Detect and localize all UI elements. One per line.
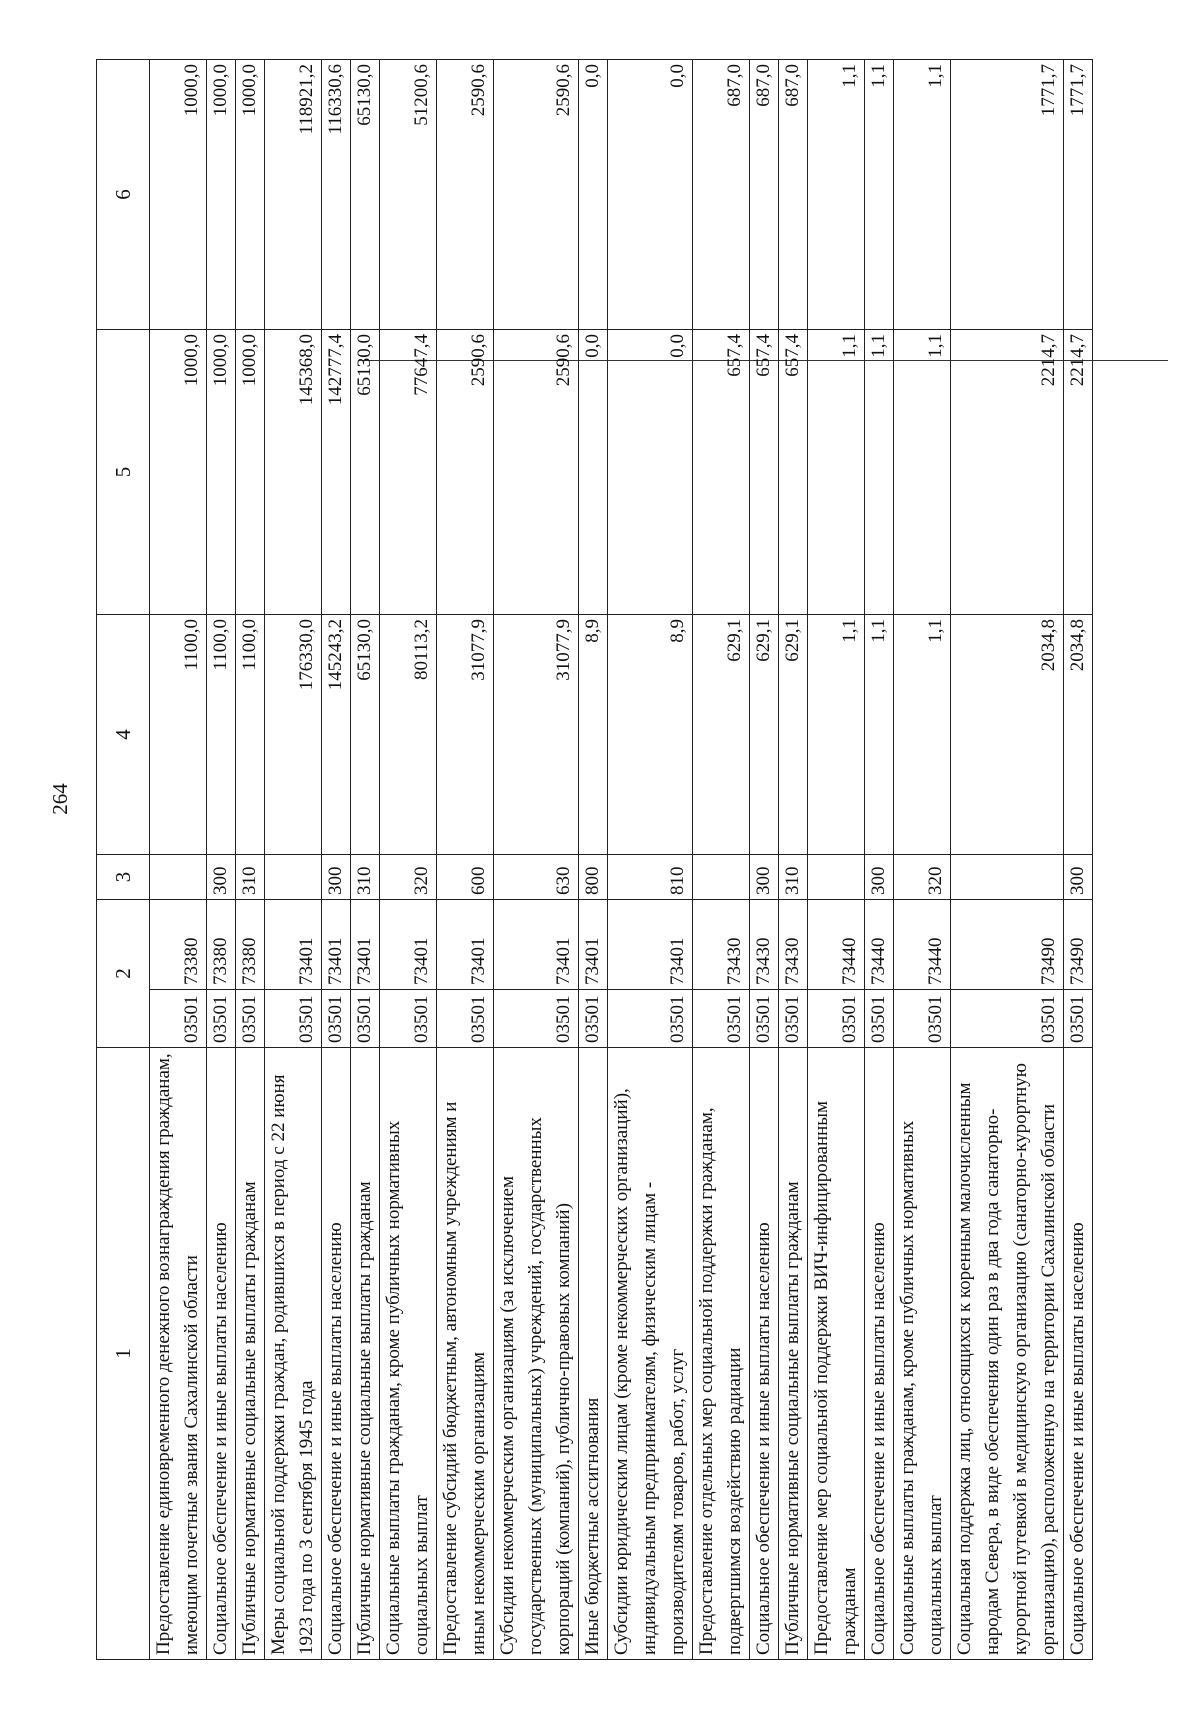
row-expense-type: 300 <box>750 855 779 900</box>
row-amount-col5: 0,0 <box>579 330 608 615</box>
row-amount-col5: 0,0 <box>608 330 693 615</box>
row-name: Публичные нормативные социальные выплаты гражданам <box>779 1048 808 1660</box>
row-expense-type <box>808 855 865 900</box>
row-amount-col4: 176330,0 <box>265 615 322 855</box>
row-amount-col5: 1000,0 <box>207 330 236 615</box>
row-amount-col4: 629,1 <box>779 615 808 855</box>
row-amount-col4: 31077,9 <box>494 615 579 855</box>
row-program-code: 03501 <box>236 990 265 1048</box>
table-row <box>236 60 265 1660</box>
header-col-1: 1 <box>97 1048 150 1660</box>
row-program-code: 03501 <box>322 990 351 1048</box>
row-name: Социальное обеспечение и иные выплаты населению <box>865 1048 894 1660</box>
row-program-code: 03501 <box>1064 990 1093 1048</box>
header-col-5: 5 <box>97 330 150 615</box>
row-amount-col6: 0,0 <box>608 60 693 330</box>
row-amount-col5: 657,4 <box>750 330 779 615</box>
row-program-code: 03501 <box>265 990 322 1048</box>
row-direction-code: 73401 <box>608 900 693 990</box>
row-expense-type: 320 <box>894 855 951 900</box>
table-row <box>608 60 693 1660</box>
row-program-code: 03501 <box>437 990 494 1048</box>
row-amount-col5: 1000,0 <box>236 330 265 615</box>
row-direction-code: 73440 <box>865 900 894 990</box>
row-program-code: 03501 <box>693 990 750 1048</box>
row-amount-col5: 145368,0 <box>265 330 322 615</box>
row-name: Предоставление мер социальной поддержки ВИЧ-инфицированным гражданам <box>808 1048 865 1660</box>
row-expense-type <box>265 855 322 900</box>
row-program-code: 03501 <box>380 990 437 1048</box>
row-amount-col4: 629,1 <box>693 615 750 855</box>
row-direction-code: 73401 <box>322 900 351 990</box>
table-row <box>808 60 865 1660</box>
row-amount-col4: 1100,0 <box>150 615 207 855</box>
row-name: Публичные нормативные социальные выплаты гражданам <box>236 1048 265 1660</box>
row-amount-col4: 8,9 <box>608 615 693 855</box>
row-direction-code: 73401 <box>351 900 380 990</box>
row-amount-col6: 1000,0 <box>150 60 207 330</box>
row-name: Социальные выплаты гражданам, кроме публичных нормативных социальных выплат <box>380 1048 437 1660</box>
row-amount-col5: 2590,6 <box>494 330 579 615</box>
row-expense-type: 810 <box>608 855 693 900</box>
row-name: Субсидии юридическим лицам (кроме некоммерческих организаций), индивидуальным предпринимателям, физическим лицам - производителям товаров, работ, услуг <box>608 1048 693 1660</box>
row-direction-code: 73430 <box>693 900 750 990</box>
table-row <box>207 60 236 1660</box>
row-name: Публичные нормативные социальные выплаты гражданам <box>351 1048 380 1660</box>
row-expense-type: 300 <box>322 855 351 900</box>
row-expense-type: 300 <box>207 855 236 900</box>
row-expense-type: 800 <box>579 855 608 900</box>
header-col-6: 6 <box>97 60 150 330</box>
row-direction-code: 73440 <box>808 900 865 990</box>
table-row <box>865 60 894 1660</box>
row-program-code: 03501 <box>579 990 608 1048</box>
row-amount-col4: 1100,0 <box>236 615 265 855</box>
row-amount-col6: 2590,6 <box>494 60 579 330</box>
row-direction-code: 73401 <box>265 900 322 990</box>
row-amount-col4: 2034,8 <box>1064 615 1093 855</box>
row-amount-col6: 1000,0 <box>236 60 265 330</box>
row-program-code: 03501 <box>779 990 808 1048</box>
row-program-code: 03501 <box>865 990 894 1048</box>
row-direction-code: 73440 <box>894 900 951 990</box>
row-direction-code: 73380 <box>150 900 207 990</box>
row-direction-code: 73490 <box>951 900 1064 990</box>
row-amount-col4: 145243,2 <box>322 615 351 855</box>
row-amount-col5: 1000,0 <box>150 330 207 615</box>
header-col-3: 3 <box>97 855 150 900</box>
row-program-code: 03501 <box>808 990 865 1048</box>
row-direction-code: 73380 <box>236 900 265 990</box>
row-name: Предоставление отдельных мер социальной поддержки гражданам, подвергшимся воздействию радиации <box>693 1048 750 1660</box>
row-amount-col6: 65130,0 <box>351 60 380 330</box>
row-direction-code: 73401 <box>579 900 608 990</box>
table-row <box>779 60 808 1660</box>
row-amount-col6: 0,0 <box>579 60 608 330</box>
row-amount-col5: 1,1 <box>808 330 865 615</box>
table-row <box>322 60 351 1660</box>
row-expense-type: 310 <box>351 855 380 900</box>
row-amount-col4: 65130,0 <box>351 615 380 855</box>
row-name: Социальное обеспечение и иные выплаты населению <box>750 1048 779 1660</box>
row-amount-col4: 629,1 <box>750 615 779 855</box>
row-amount-col5: 65130,0 <box>351 330 380 615</box>
row-amount-col6: 687,0 <box>693 60 750 330</box>
row-expense-type <box>951 855 1064 900</box>
row-amount-col5: 2214,7 <box>951 330 1064 615</box>
row-amount-col5: 2214,7 <box>1064 330 1093 615</box>
header-row <box>97 60 150 1660</box>
row-amount-col4: 1,1 <box>894 615 951 855</box>
row-amount-col4: 31077,9 <box>437 615 494 855</box>
row-amount-col4: 1100,0 <box>207 615 236 855</box>
table-row <box>380 60 437 1660</box>
row-expense-type: 300 <box>1064 855 1093 900</box>
row-name: Социальные выплаты гражданам, кроме публичных нормативных социальных выплат <box>894 1048 951 1660</box>
row-expense-type: 310 <box>779 855 808 900</box>
row-name: Предоставление единовременного денежного вознаграждения гражданам, имеющим почетные звания Сахалинской области <box>150 1048 207 1660</box>
table-row <box>437 60 494 1660</box>
row-expense-type <box>150 855 207 900</box>
table-row <box>693 60 750 1660</box>
row-direction-code: 73401 <box>380 900 437 990</box>
row-name: Субсидии некоммерческим организациям (за исключением государственных (муниципальных) учреждений, государственных корпораций (компаний), публично-правовых компаний) <box>494 1048 579 1660</box>
row-amount-col6: 1771,7 <box>1064 60 1093 330</box>
table-row <box>351 60 380 1660</box>
rotated-page-content <box>96 0 1200 1660</box>
row-name: Социальное обеспечение и иные выплаты населению <box>1064 1048 1093 1660</box>
row-direction-code: 73401 <box>437 900 494 990</box>
row-name: Социальная поддержка лиц, относящихся к коренным малочисленным народам Севера, в виде обеспечения один раз в два года санаторно-курортной путевкой в медицинскую организацию (санаторно-курортную организацию), расположенную на территории Сахалинской области <box>951 1048 1064 1660</box>
row-amount-col6: 1771,7 <box>951 60 1064 330</box>
row-amount-col6: 1000,0 <box>207 60 236 330</box>
row-amount-col6: 51200,6 <box>380 60 437 330</box>
table-row <box>579 60 608 1660</box>
row-expense-type: 600 <box>437 855 494 900</box>
row-amount-col4: 1,1 <box>865 615 894 855</box>
row-expense-type: 300 <box>865 855 894 900</box>
row-direction-code: 73430 <box>750 900 779 990</box>
row-amount-col4: 2034,8 <box>951 615 1064 855</box>
row-name: Иные бюджетные ассигнования <box>579 1048 608 1660</box>
table-row <box>150 60 207 1660</box>
page-number: 264 <box>48 783 72 815</box>
row-program-code: 03501 <box>207 990 236 1048</box>
row-direction-code: 73380 <box>207 900 236 990</box>
row-amount-col6: 1,1 <box>865 60 894 330</box>
row-name: Социальное обеспечение и иные выплаты населению <box>322 1048 351 1660</box>
header-col-4: 4 <box>97 615 150 855</box>
budget-table <box>96 59 1093 1660</box>
row-name: Предоставление субсидий бюджетным, автономным учреждениям и иным некоммерческим организациям <box>437 1048 494 1660</box>
table-row <box>265 60 322 1660</box>
row-direction-code: 73490 <box>1064 900 1093 990</box>
row-direction-code: 73430 <box>779 900 808 990</box>
table-row <box>951 60 1064 1660</box>
row-name: Социальное обеспечение и иные выплаты населению <box>207 1048 236 1660</box>
row-amount-col5: 142777,4 <box>322 330 351 615</box>
table-row <box>494 60 579 1660</box>
row-expense-type <box>693 855 750 900</box>
row-amount-col6: 2590,6 <box>437 60 494 330</box>
row-program-code: 03501 <box>750 990 779 1048</box>
table-row <box>894 60 951 1660</box>
table-row <box>1064 60 1093 1660</box>
row-amount-col4: 8,9 <box>579 615 608 855</box>
row-program-code: 03501 <box>351 990 380 1048</box>
row-expense-type: 310 <box>236 855 265 900</box>
row-direction-code: 73401 <box>494 900 579 990</box>
row-program-code: 03501 <box>494 990 579 1048</box>
row-amount-col6: 116330,6 <box>322 60 351 330</box>
row-program-code: 03501 <box>608 990 693 1048</box>
row-name: Меры социальной поддержки граждан, родившихся в период с 22 июня 1923 года по 3 сентября 1945 года <box>265 1048 322 1660</box>
row-amount-col5: 2590,6 <box>437 330 494 615</box>
row-amount-col5: 657,4 <box>779 330 808 615</box>
row-program-code: 03501 <box>951 990 1064 1048</box>
row-amount-col6: 1,1 <box>894 60 951 330</box>
row-amount-col5: 1,1 <box>865 330 894 615</box>
row-amount-col6: 687,0 <box>779 60 808 330</box>
row-expense-type: 320 <box>380 855 437 900</box>
row-amount-col5: 77647,4 <box>380 330 437 615</box>
row-amount-col5: 657,4 <box>693 330 750 615</box>
row-program-code: 03501 <box>150 990 207 1048</box>
row-amount-col6: 1,1 <box>808 60 865 330</box>
row-program-code: 03501 <box>894 990 951 1048</box>
table-row <box>750 60 779 1660</box>
row-amount-col6: 118921,2 <box>265 60 322 330</box>
row-amount-col4: 1,1 <box>808 615 865 855</box>
header-col-2: 2 <box>97 900 150 1048</box>
row-expense-type: 630 <box>494 855 579 900</box>
row-amount-col4: 80113,2 <box>380 615 437 855</box>
row-amount-col6: 687,0 <box>750 60 779 330</box>
row-amount-col5: 1,1 <box>894 330 951 615</box>
